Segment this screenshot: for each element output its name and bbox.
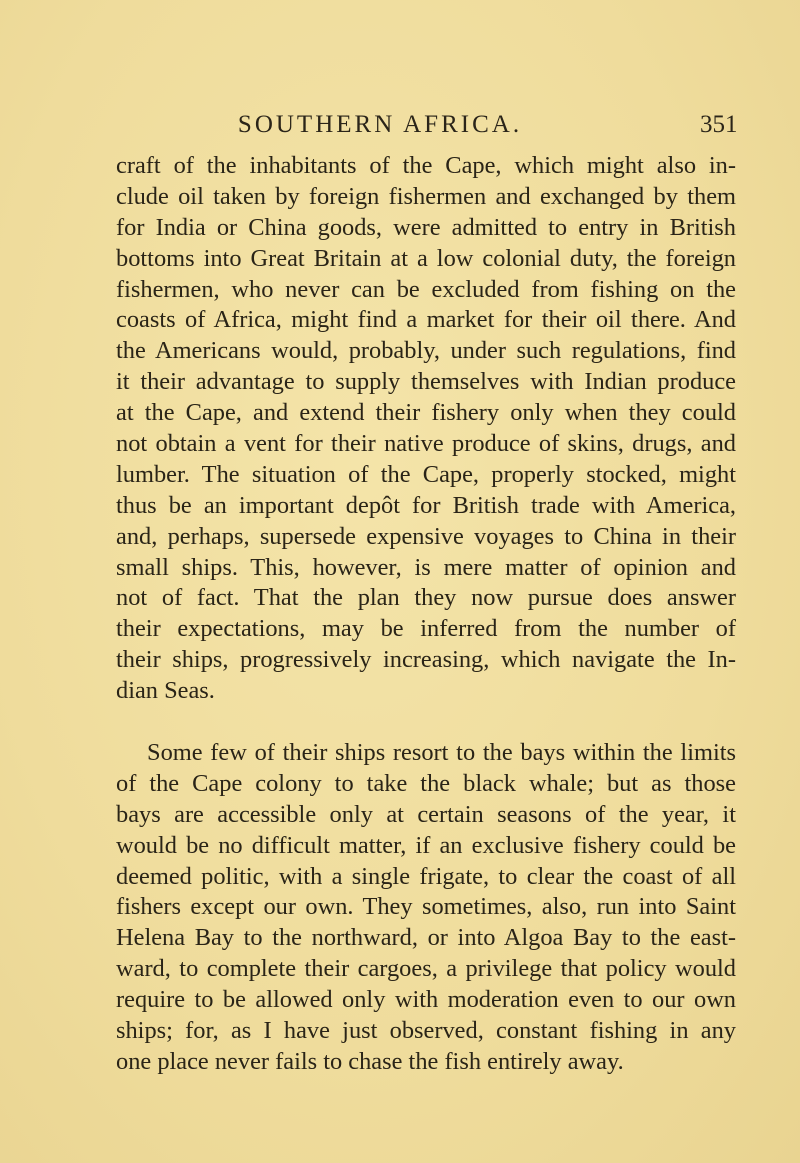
page-number: 351 bbox=[700, 111, 738, 138]
text-line: fishers except our own. They sometimes, also, run into Saint bbox=[116, 893, 736, 921]
text-line: craft of the inhabitants of the Cape, which might also in- bbox=[116, 152, 736, 179]
text-line: bottoms into Great Britain at a low colonial duty, the foreign bbox=[116, 244, 736, 272]
text-line: the Americans would, probably, under such regulations, find bbox=[116, 337, 736, 365]
text-line: dian Seas. bbox=[116, 677, 215, 705]
text-line: clude oil taken by foreign fishermen and exchanged by them bbox=[116, 182, 736, 210]
text-line: not obtain a vent for their native produce of skins, drugs, and bbox=[116, 430, 736, 458]
text-line: one place never fails to chase the fish entirely away. bbox=[116, 1047, 624, 1075]
text-line: it their advantage to supply themselves with Indian produce bbox=[116, 368, 736, 396]
text-line: small ships. This, however, is mere matter of opinion and bbox=[116, 553, 736, 581]
text-line: and, perhaps, supersede expensive voyages to China in their bbox=[116, 522, 736, 550]
text-line: bays are accessible only at certain seasons of the year, it bbox=[116, 800, 736, 828]
paragraph-gap bbox=[116, 707, 736, 738]
paragraph-2 bbox=[116, 738, 736, 1078]
text-line: of the Cape colony to take the black whale; but as those bbox=[116, 769, 736, 797]
text-line: for India or China goods, were admitted to entry in British bbox=[116, 213, 736, 241]
text-line: Some few of their ships resort to the bays within the limits bbox=[147, 739, 736, 767]
text-line: lumber. The situation of the Cape, properly stocked, might bbox=[116, 460, 736, 488]
paragraph-1 bbox=[116, 151, 736, 707]
text-line: fishermen, who never can be excluded from fishing on the bbox=[116, 275, 736, 303]
text-line: would be no difficult matter, if an exclusive fishery could be bbox=[116, 831, 736, 859]
text-line: require to be allowed only with moderation even to our own bbox=[116, 986, 736, 1014]
text-line: coasts of Africa, might find a market for their oil there. And bbox=[116, 306, 736, 334]
text-line: at the Cape, and extend their fishery only when they could bbox=[116, 399, 736, 427]
text-line: ward, to complete their cargoes, a privilege that policy would bbox=[116, 955, 736, 983]
text-line: Helena Bay to the northward, or into Algoa Bay to the east- bbox=[116, 924, 736, 952]
text-line: deemed politic, with a single frigate, to clear the coast of all bbox=[116, 862, 736, 890]
text-line: not of fact. That the plan they now pursue does answer bbox=[116, 584, 736, 612]
running-head: SOUTHERN AFRICA. bbox=[237, 111, 523, 138]
body-text bbox=[116, 151, 736, 1078]
text-line: thus be an important depôt for British trade with America, bbox=[116, 491, 736, 519]
text-line: their expectations, may be inferred from the number of bbox=[116, 615, 736, 643]
text-line: ships; for, as I have just observed, constant fishing in any bbox=[116, 1017, 736, 1045]
text-line: their ships, progressively increasing, which navigate the In- bbox=[116, 646, 736, 674]
